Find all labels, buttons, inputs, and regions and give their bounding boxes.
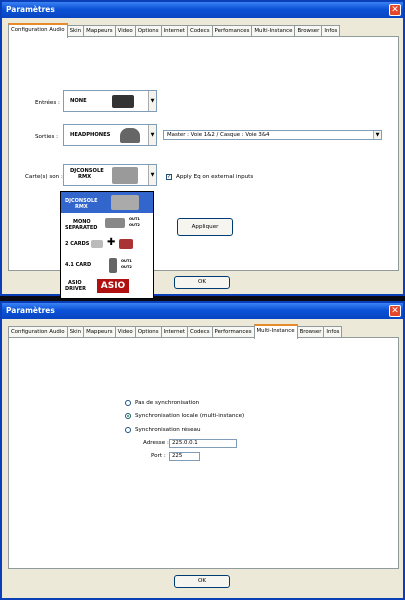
dj-controller-icon — [112, 167, 138, 184]
tab-infos[interactable]: Infos — [321, 25, 340, 37]
jack-icon — [109, 258, 117, 273]
out1-label: OUT1 — [121, 259, 132, 263]
headphones-icon — [120, 128, 140, 143]
asio-logo: ASIO — [97, 279, 129, 293]
port-input[interactable]: 225 — [169, 452, 200, 461]
laptop-icon — [112, 95, 134, 108]
dropdown-item-label: DJCONSOLE RMX — [65, 198, 98, 210]
tab-browser[interactable]: Browser — [294, 25, 322, 37]
tab-panel-multi-instance — [8, 337, 399, 569]
chevron-down-icon[interactable]: ▼ — [148, 125, 156, 145]
entrees-label: Entrées : — [35, 100, 60, 106]
tab-skin[interactable]: Skin — [67, 25, 84, 37]
radio-network-sync[interactable] — [125, 427, 131, 433]
sorties-select[interactable] — [63, 124, 157, 146]
dropdown-item-asio-driver[interactable] — [61, 276, 153, 297]
dropdown-item-label: 4.1 CARD — [65, 262, 92, 268]
dropdown-item-label: MONO SEPARATED — [65, 219, 98, 231]
tab-video[interactable]: Video — [115, 326, 136, 338]
entrees-value: NONE — [70, 98, 87, 104]
cable-icon — [105, 218, 125, 228]
window-title: Paramètres — [6, 5, 55, 14]
sorties-routing-select[interactable] — [163, 130, 382, 140]
tab-internet[interactable]: Internet — [161, 326, 188, 338]
tab-multi-instance[interactable]: Multi-Instance — [254, 324, 298, 339]
chevron-down-icon[interactable]: ▼ — [148, 165, 156, 185]
dropdown-item-4-1-card[interactable] — [61, 255, 153, 276]
tab-configuration-audio[interactable]: Configuration Audio — [8, 326, 68, 338]
radio-local-sync-label: Synchronisation locale (multi-instance) — [135, 413, 245, 419]
carte-son-value: DJCONSOLE RMX — [70, 168, 104, 180]
ok-button[interactable]: OK — [174, 276, 230, 289]
adresse-input[interactable]: 225.0.0.1 — [169, 439, 237, 448]
plus-icon: ✚ — [107, 237, 116, 248]
out1-label: OUT1 — [129, 217, 140, 221]
apply-eq-checkbox[interactable]: ✓ — [167, 174, 172, 180]
carte-son-dropdown — [60, 191, 154, 299]
tab-performances[interactable]: Perfomances — [212, 25, 253, 37]
dropdown-item-label: 2 CARDS — [65, 241, 90, 247]
dropdown-item-djconsole[interactable] — [61, 192, 153, 213]
ok-button[interactable]: OK — [174, 575, 230, 588]
out2-label: OUT2 — [121, 265, 132, 269]
apply-eq-label: Apply Eq on external inputs — [176, 174, 254, 180]
tab-options[interactable]: Options — [135, 25, 162, 37]
tab-options[interactable]: Options — [135, 326, 162, 338]
tab-performances[interactable]: Performances — [212, 326, 255, 338]
radio-network-sync-label: Synchronisation réseau — [135, 427, 201, 433]
chevron-down-icon[interactable]: ▼ — [148, 91, 156, 111]
adresse-label: Adresse : — [143, 440, 169, 446]
sorties-label: Sorties : — [35, 134, 59, 140]
carte-son-select[interactable] — [63, 164, 157, 186]
tab-skin[interactable]: Skin — [67, 326, 84, 338]
chevron-down-icon[interactable]: ▼ — [373, 131, 381, 139]
usb-card-icon — [119, 239, 133, 249]
radio-local-sync[interactable] — [125, 413, 131, 419]
dj-controller-icon — [111, 195, 139, 210]
tab-infos[interactable]: Infos — [323, 326, 342, 338]
settings-window-multi-instance — [0, 301, 405, 600]
tab-mappeurs[interactable]: Mappeurs — [83, 25, 116, 37]
tab-video[interactable]: Video — [115, 25, 136, 37]
tab-configuration-audio[interactable]: Configuration Audio — [8, 23, 68, 38]
appliquer-button[interactable]: Appliquer — [177, 218, 233, 236]
tab-internet[interactable]: Internet — [161, 25, 188, 37]
dropdown-item-2-cards[interactable] — [61, 234, 153, 255]
tab-codecs[interactable]: Codecs — [187, 25, 213, 37]
carte-son-label: Carte(s) son : — [25, 174, 63, 180]
radio-no-sync[interactable] — [125, 400, 131, 406]
sorties-routing-value: Master : Voie 1&2 / Casque : Voie 3&4 — [167, 132, 270, 138]
sound-card-icon — [91, 240, 103, 248]
dropdown-item-label: ASIO DRIVER — [65, 280, 86, 292]
port-label: Port : — [151, 453, 166, 459]
dropdown-item-mono-separated[interactable] — [61, 213, 153, 234]
close-icon[interactable]: ✕ — [389, 4, 401, 16]
tab-bar — [8, 325, 341, 337]
close-icon[interactable]: ✕ — [389, 305, 401, 317]
entrees-select[interactable] — [63, 90, 157, 112]
window-title: Paramètres — [6, 306, 55, 315]
out2-label: OUT2 — [129, 223, 140, 227]
tab-mappeurs[interactable]: Mappeurs — [83, 326, 116, 338]
tab-browser[interactable]: Browser — [297, 326, 325, 338]
tab-bar — [8, 24, 339, 36]
tab-multi-instance[interactable]: Multi-Instance — [251, 25, 295, 37]
title-bar[interactable] — [2, 303, 403, 319]
tab-codecs[interactable]: Codecs — [187, 326, 213, 338]
radio-no-sync-label: Pas de synchronisation — [135, 400, 200, 406]
sorties-value: HEADPHONES — [70, 132, 111, 138]
title-bar[interactable] — [2, 2, 403, 18]
